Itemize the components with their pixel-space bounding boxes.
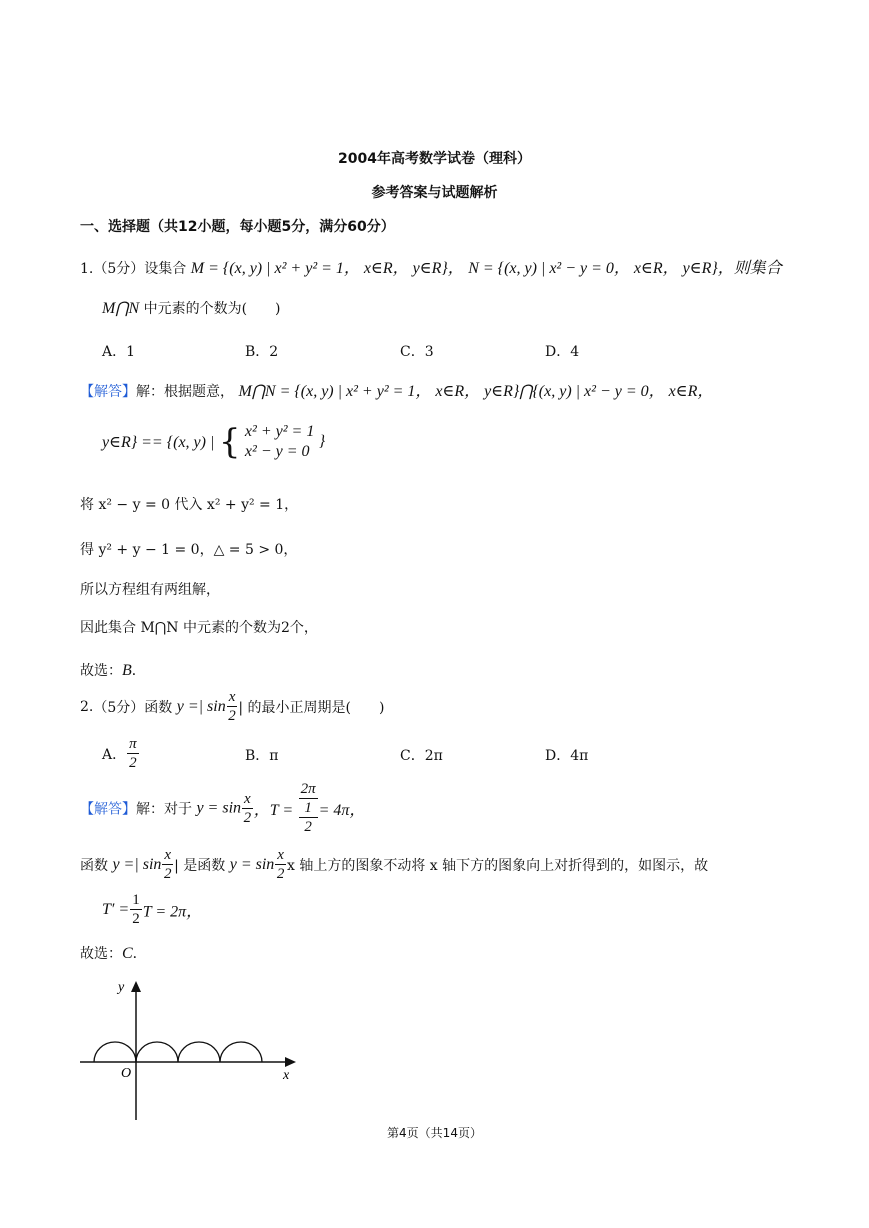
fraction-denominator: 2	[164, 866, 172, 882]
question-1-choice	[80, 660, 146, 680]
question-1-option-d: D．4	[545, 344, 580, 360]
question-2-option-b: B．π	[245, 748, 279, 764]
question-2-answer-line-3	[102, 893, 202, 931]
question-2-func-tail: | 的最小正周期是( )	[238, 700, 385, 716]
option-a-fraction	[127, 737, 139, 771]
question-2-func-lead: y =| sin	[176, 698, 226, 715]
question-2-choice-end: ．	[132, 946, 147, 962]
question-2-option-a	[102, 737, 140, 773]
question-1-prompt: 中元素的个数为( )	[143, 301, 281, 317]
question-2-choice-value: C	[122, 945, 133, 962]
answer-period-fraction	[299, 782, 318, 835]
line-a-fraction-2	[275, 848, 286, 882]
question-2-answer-intro: 解：对于	[136, 801, 192, 818]
fraction-denominator	[299, 799, 318, 835]
question-1-score: （5分）设集合	[93, 261, 187, 277]
graph-x-label: x	[283, 1068, 290, 1083]
question-2-line-1	[80, 690, 384, 726]
fraction-denominator: 2	[276, 866, 285, 882]
fraction-numerator: x	[277, 847, 284, 863]
graph-arch-3	[178, 1042, 220, 1062]
question-2-choice	[80, 943, 147, 963]
page-subtitle: 参考答案与试题解析	[371, 185, 498, 201]
graph-arch-2	[136, 1042, 178, 1062]
question-2-answer-y: y = sin	[196, 799, 242, 817]
fraction-denominator: 2	[132, 911, 140, 927]
line-b-fraction	[130, 893, 142, 927]
section-heading: 一、选择题（共12小题，每小题5分，满分60分）	[80, 219, 395, 235]
fraction-denominator: 2	[243, 809, 252, 826]
line-a-lead: 函数	[80, 858, 108, 874]
fraction-numerator: x	[244, 790, 251, 807]
question-2-number: 2.	[80, 699, 94, 715]
system-equation-2: x² − y = 0	[244, 443, 310, 460]
fraction-numerator: π	[129, 736, 137, 752]
nested-fraction	[299, 801, 318, 835]
question-1-system	[245, 422, 314, 462]
question-1-step-2: 得 y² + y − 1 = 0，△ = 5 > 0，	[80, 542, 298, 558]
page-title: 2004年高考数学试卷（理科）	[338, 151, 531, 167]
graph-arch-4	[220, 1042, 262, 1062]
question-1-set-m: M = {(x, y) | x² + y² = 1， x∈R， y∈R}，	[190, 260, 464, 277]
answer-fraction-x-2	[242, 792, 253, 826]
period-graph	[76, 976, 306, 1126]
question-1-answer-line-1	[80, 378, 713, 401]
graph-origin-label: O	[121, 1066, 132, 1081]
question-2-fraction	[227, 690, 238, 724]
question-1-choice-end: ．	[131, 663, 146, 679]
question-1-answer-close: }	[318, 433, 326, 450]
fraction-denominator: 2	[129, 755, 137, 771]
question-2-score: （5分）函数	[93, 700, 173, 716]
question-2-answer-line-2	[80, 848, 708, 884]
question-1-step-1: 将 x² − y = 0 代入 x² + y² = 1，	[80, 497, 299, 513]
question-1-option-c: C．3	[400, 344, 434, 360]
fraction-numerator: 1	[299, 801, 318, 818]
question-1-set-n: N = {(x, y) | x² − y = 0， x∈R， y∈R}，则集合	[468, 260, 782, 277]
question-2-answer-t: ，T =	[253, 802, 294, 819]
question-1-option-a: A．1	[102, 344, 136, 360]
question-1-answer-line-2	[102, 422, 325, 466]
page-footer: 第4页（共14页）	[387, 1126, 482, 1140]
question-1-line-1	[80, 255, 782, 278]
y-axis-arrow-icon	[131, 981, 141, 992]
question-1-answer-tag: 【解答】	[80, 384, 136, 400]
question-1-line-2	[102, 298, 281, 318]
fraction-numerator: 1	[132, 892, 140, 908]
fraction-denominator: 2	[304, 819, 312, 835]
question-1-number: 1.	[80, 261, 94, 277]
question-2-option-d: D．4π	[545, 748, 589, 764]
question-1-choice-label: 故选：	[80, 663, 122, 679]
question-1-step-3: 所以方程组有两组解，	[80, 582, 220, 598]
question-1-answer-expr: M⋂N = {(x, y) | x² + y² = 1， x∈R， y∈R}⋂{(x, y) | x² − y = 0， x∈R，	[238, 383, 714, 400]
fraction-denominator: 2	[228, 708, 236, 724]
line-a-y: y =| sin	[112, 856, 162, 873]
fraction-numerator: x	[228, 689, 236, 705]
question-1-intersection: M⋂N	[102, 300, 140, 317]
question-1-choice-value: B	[122, 662, 132, 679]
question-2-answer-line-1	[80, 782, 365, 840]
graph-arch-1	[94, 1042, 136, 1062]
question-2-option-c: C．2π	[400, 748, 443, 764]
brace-icon: {	[218, 422, 241, 462]
question-2-choice-label: 故选：	[80, 946, 122, 962]
question-2-answer-t-tail: = 4π，	[318, 802, 366, 819]
line-b-tail: T = 2π，	[142, 903, 203, 921]
option-a-label: A．	[102, 747, 127, 763]
question-2-answer-tag: 【解答】	[80, 801, 136, 818]
question-1-step-4: 因此集合 M⋂N 中元素的个数为2个，	[80, 620, 318, 636]
question-1-answer-lead: y∈R} == {(x, y) |	[102, 434, 215, 451]
fraction-numerator: 2π	[300, 781, 316, 797]
line-b-lead: T′ =	[102, 901, 130, 918]
line-a-mid: | 是函数	[174, 858, 226, 874]
line-a-y2: y = sin	[229, 856, 275, 873]
system-equation-1: x² + y² = 1	[244, 423, 315, 440]
graph-y-label: y	[118, 980, 125, 995]
question-1-option-b: B．2	[245, 344, 279, 360]
fraction-numerator: x	[164, 847, 172, 863]
line-a-tail: x 轴上方的图象不动将 x 轴下方的图象向上对折得到的，如图示，故	[286, 858, 709, 874]
x-axis-arrow-icon	[285, 1057, 296, 1067]
line-a-fraction-1	[162, 848, 173, 882]
question-1-answer-intro: 解：根据题意，	[136, 384, 234, 400]
